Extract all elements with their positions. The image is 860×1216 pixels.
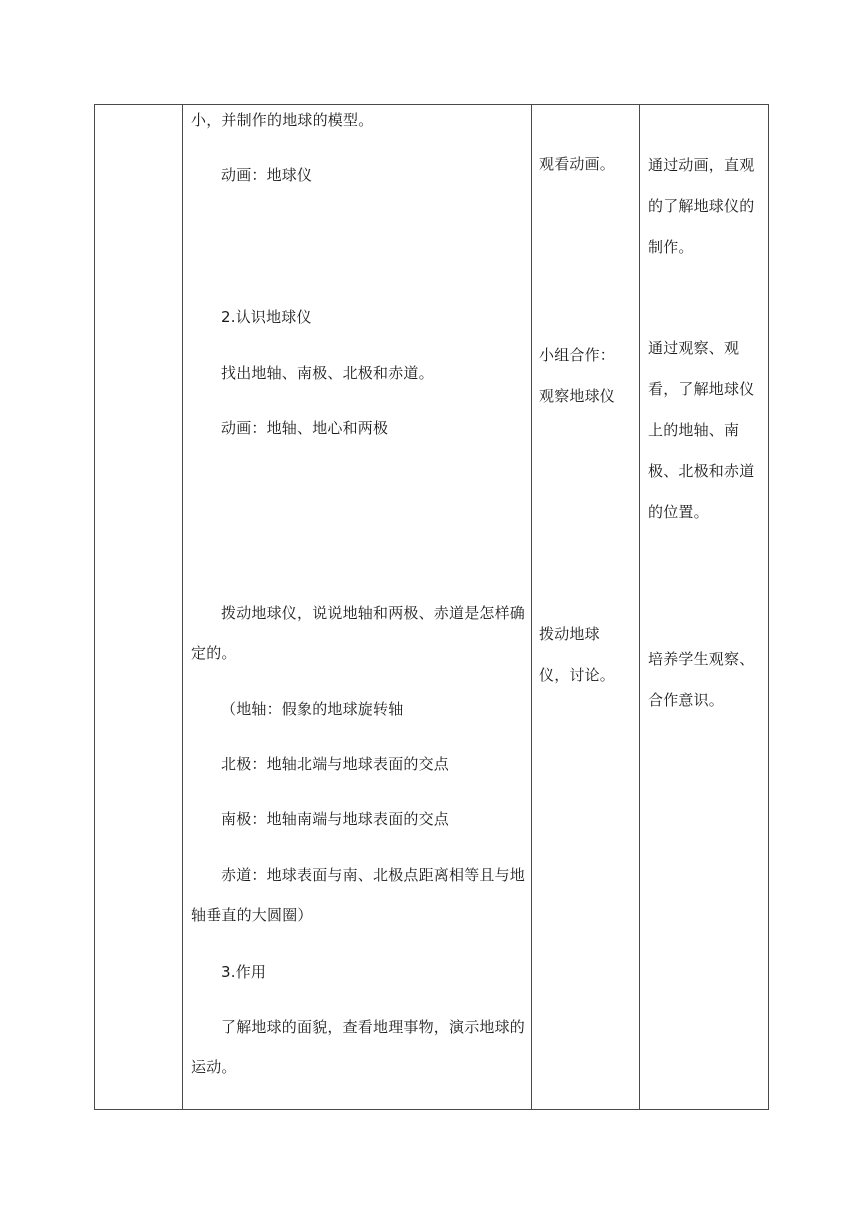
- teaching-content-cell: [183, 105, 532, 1110]
- lesson-plan-table: [94, 104, 769, 1110]
- student-activity-cell: [532, 105, 640, 1110]
- content-axis-def: （地轴：假象的地球旋转轴: [221, 700, 404, 718]
- intent-2: 通过观察、观看，了解地球仪上的地轴、南极、北极和赤道的位置。: [648, 339, 755, 521]
- activity-rotate-line1: 拨动地球: [539, 625, 600, 643]
- content-south-def: 南极：地轴南端与地球表面的交点: [221, 810, 450, 828]
- content-north-def: 北极：地轴北端与地球表面的交点: [221, 755, 450, 773]
- stage-cell: [95, 105, 183, 1110]
- activity-rotate-line2: 仪，讨论。: [539, 666, 616, 684]
- content-para-function: 了解地球的面貌，查看地理事物，演示地球的运动。: [191, 1018, 526, 1076]
- activity-group-line1: 小组合作：: [539, 346, 616, 364]
- content-heading-2: 2.认识地球仪: [221, 308, 312, 326]
- intent-1: 通过动画，直观的了解地球仪的制作。: [648, 156, 755, 256]
- content-line-model: 小，并制作的地球的模型。: [191, 111, 374, 129]
- activity-group-line2: 观察地球仪: [539, 387, 616, 405]
- activity-watch: 观看动画。: [539, 155, 616, 173]
- content-heading-3: 3.作用: [221, 963, 267, 981]
- intent-3: 培养学生观察、合作意识。: [648, 650, 755, 709]
- content-para-equator: 赤道：地球表面与南、北极点距离相等且与地轴垂直的大圆圈）: [191, 866, 526, 924]
- content-para-rotate: 拨动地球仪，说说地轴和两极、赤道是怎样确定的。: [191, 604, 526, 662]
- content-anim-globe: 动画：地球仪: [221, 166, 313, 184]
- content-find: 找出地轴、南极、北极和赤道。: [221, 364, 434, 382]
- design-intent-cell: [640, 105, 769, 1110]
- content-anim-axis: 动画：地轴、地心和两极: [221, 419, 389, 437]
- table-row: [95, 105, 769, 1110]
